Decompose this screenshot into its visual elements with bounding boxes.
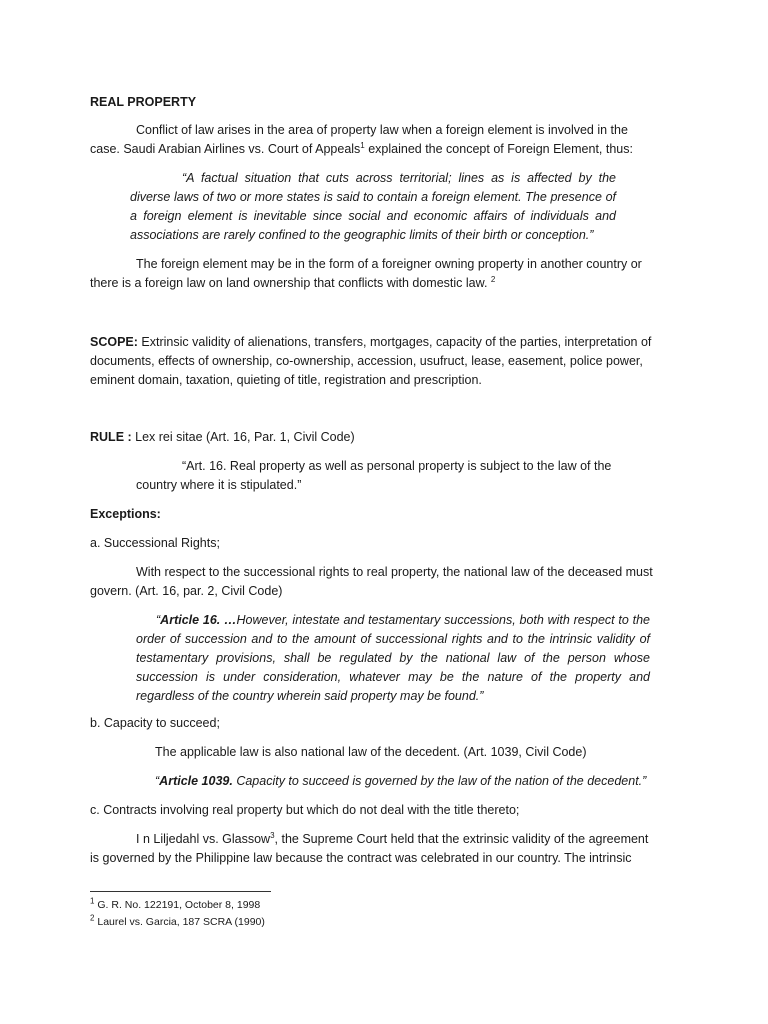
exception-b-label: b. Capacity to succeed; [90,716,220,730]
footnote-1-text: G. R. No. 122191, October 8, 1998 [94,899,261,911]
exceptions-heading: Exceptions: [90,507,161,521]
exception-a-text: With respect to the successional rights to real property, the national law of the deceased must govern. (Art. 16, par. 2, Civil Code) [90,565,653,598]
scope-text: Extrinsic validity of alienations, transfers, mortgages, capacity of the parties, interpretation of documents, effects of ownership, co-ownership, accession, usufruct, lease, easement, police power, eminent domain, taxation, quieting of title, registration and prescription. [90,335,652,387]
footnote-1-number: 1 [90,896,95,906]
footnote-2-number: 2 [90,913,95,923]
article-1039-text: Capacity to succeed is governed by the law of the nation of the decedent.” [232,774,647,788]
footnote-divider [90,891,271,892]
article-16-quote: “Art. 16. Real property as well as personal property is subject to the law of the country where it is stipulated.” [136,459,612,492]
rule-text: Lex rei sitae (Art. 16, Par. 1, Civil Code) [131,430,355,444]
exception-b-text: The applicable law is also national law of the decedent. (Art. 1039, Civil Code) [155,745,587,759]
footnote-ref-1: 1 [360,140,365,150]
article-16-ref: Article 16. … [160,613,237,627]
case-text: , the Supreme Court held that the extrinsic validity of the agreement is governed by the Philippine law because the contract was celebrated in our country. The intrinsic [90,832,649,865]
footnote-ref-3: 3 [270,830,275,840]
exception-a-label: a. Successional Rights; [90,536,220,550]
footnote-2 [90,915,265,929]
footnote-ref-2: 2 [490,274,496,284]
footnote-1 [90,898,260,912]
case-name: I n Liljedahl vs. Glassow [136,832,271,846]
footnote-2-text: Laurel vs. Garcia, 187 SCRA (1990) [94,916,265,928]
article-16-text: However, intestate and testamentary successions, both with respect to the order of succession and to the amount of successional rights and to the intrinsic validity of testamentary provisions, shall be regulated by the national law of the person whose succession is under consideration, whatever may be the nature of the property and regardless of the country wherein said property may be found.” [136,613,650,703]
paragraph-intro [90,121,658,159]
scope-paragraph [90,333,658,390]
article-1039-ref: Article 1039. [159,774,233,788]
paragraph-foreign-element [90,255,658,293]
rule-label: RULE : [90,430,132,444]
foreign-element-text: The foreign element may be in the form of a foreigner owning property in another country or there is a foreign law on land ownership that conflicts with domestic law. [90,257,642,290]
section-heading: REAL PROPERTY [90,95,197,109]
rule-paragraph [90,428,658,447]
exception-c-label: c. Contracts involving real property but which do not deal with the title thereto; [90,803,520,817]
intro-text: Conflict of law arises in the area of property law when a foreign element is involved in the case. Saudi Arabian Airlines vs. Court of Appeals [90,123,628,156]
intro-text-end: explained the concept of Foreign Element, thus: [364,142,633,156]
article-1039-quote: “Article 1039. Capacity to succeed is governed by the law of the nation of the decedent.” [155,774,647,788]
scope-label: SCOPE: [90,335,138,349]
exception-c-text [90,830,658,868]
foreign-element-quote: “A factual situation that cuts across territorial; lines as is affected by the diverse laws of two or more states is said to contain a foreign element. The presence of a foreign element is inevitable since social and economic affairs of individuals and associations are rarely confined to the geographic limits of their birth or conception.” [130,171,616,242]
article-16-succession-quote: “Article 16. …However, intestate and testamentary successions, both with respect to the order of succession and to the amount of successional rights and to the intrinsic validity of testamentary provisions, shall be regulated by the national law of the person whose succession is under consideration, whatever may be the nature of the property and regardless of the country wherein said property may be found.” [136,613,650,703]
